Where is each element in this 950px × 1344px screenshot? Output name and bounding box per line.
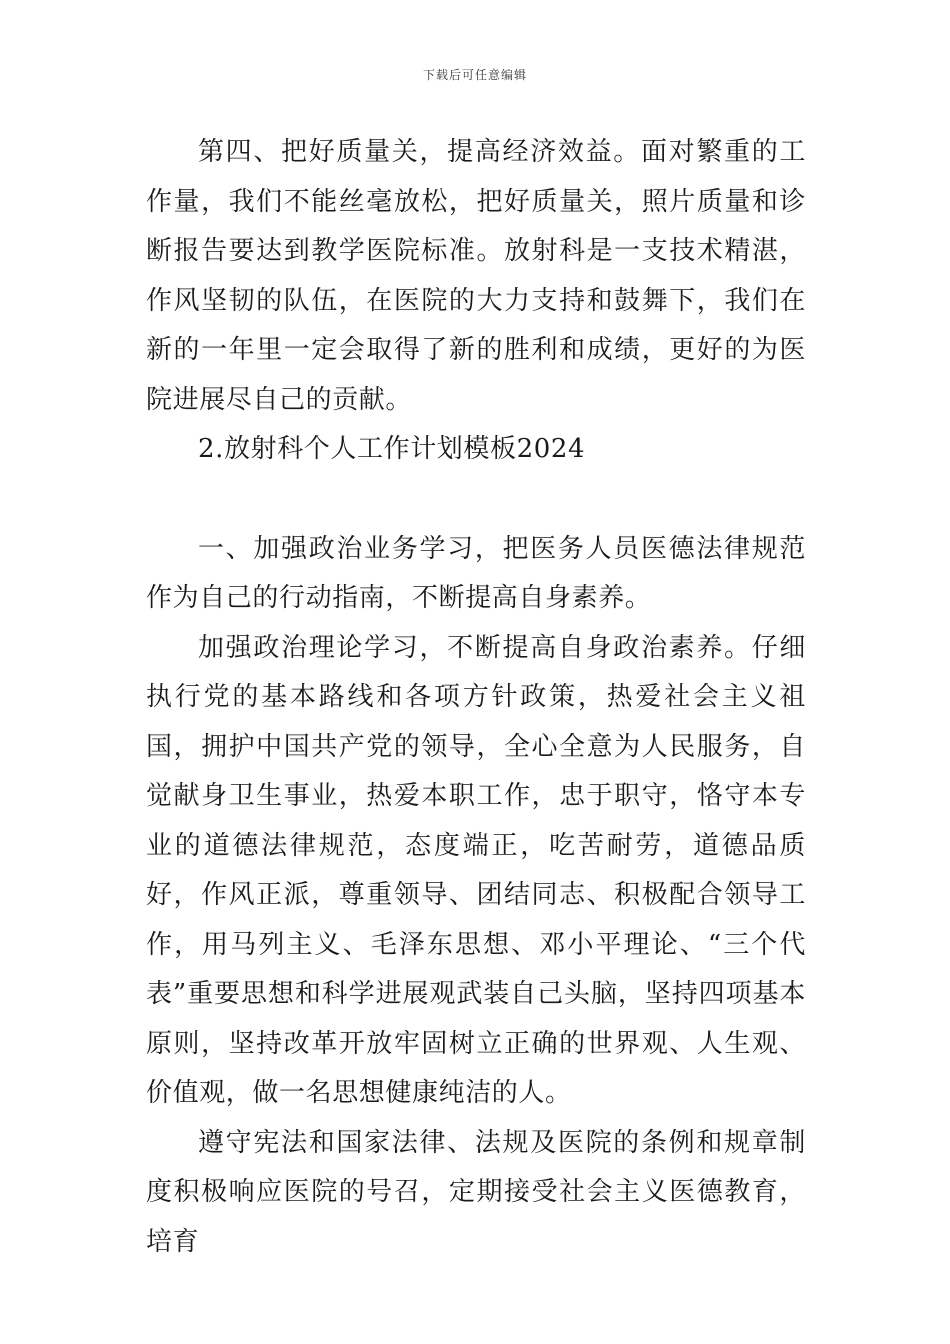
section-heading: 2.放射科个人工作计划模板2024 [198,434,586,464]
paragraph-law-compliance: 遵守宪法和国家法律、法规及医院的条例和规章制度积极响应医院的号召，定期接受社会主义医德教育，培育 [146,1127,806,1257]
paragraph-political-study: 一、加强政治业务学习，把医务人员医德法律规范作为自己的行动指南，不断提高自身素养。 [146,533,806,613]
document-body [146,128,806,1267]
paragraph-quality: 第四、把好质量关，提高经济效益。面对繁重的工作量，我们不能丝毫放松，把好质量关，照片质量和诊断报告要达到教学医院标准。放射科是一支技术精湛，作风坚韧的队伍，在医院的大力支持和鼓舞下，我们在新的一年里一定会取得了新的胜利和成绩，更好的为医院进展尽自己的贡献。 [146,137,806,415]
blank-line [146,475,806,525]
paragraph-political-theory: 加强政治理论学习，不断提高自身政治素养。仔细执行党的基本路线和各项方针政策，热爱社会主义祖国，拥护中国共产党的领导，全心全意为人民服务，自觉献身卫生事业，热爱本职工作，忠于职守，恪守本专业的道德法律规范，态度端正，吃苦耐劳，道德品质好，作风正派，尊重领导、团结同志、积极配合领导工作，用马列主义、毛泽东思想、邓小平理论、“三个代表”重要思想和科学进展观武装自己头脑，坚持四项基本原则，坚持改革开放牢固树立正确的世界观、人生观、价值观，做一名思想健康纯洁的人。 [146,632,806,1108]
header-note: 下载后可任意编辑 [422,68,527,82]
